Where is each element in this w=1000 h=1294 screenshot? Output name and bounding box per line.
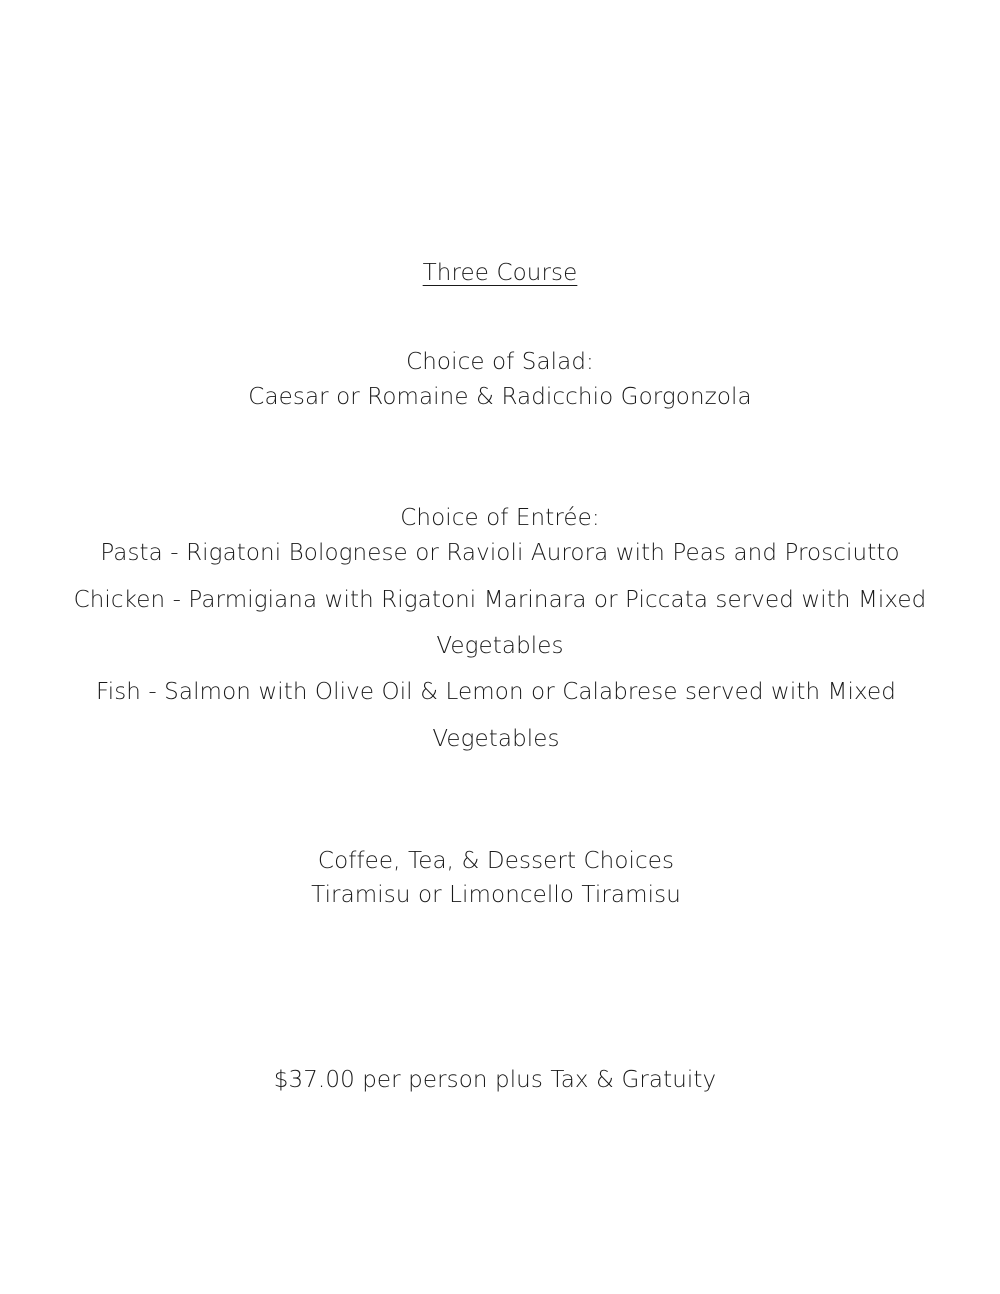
entree-chicken-line2: Vegetables [436,633,564,659]
entree-fish-line2: Vegetables [432,726,560,752]
dessert-options: Tiramisu or Limoncello Tiramisu [311,882,681,908]
dessert-heading: Coffee, Tea, & Dessert Choices [317,848,675,874]
entree-heading: Choice of Entrée: [400,505,600,531]
menu-title: Three Course [422,260,578,286]
entree-chicken-line1: Chicken - Parmigiana with Rigatoni Marinara or Piccata served with Mixed [73,587,927,613]
salad-options: Caesar or Romaine & Radicchio Gorgonzola [248,384,752,410]
entree-fish-line1: Fish - Salmon with Olive Oil & Lemon or Calabrese served with Mixed [96,679,896,705]
salad-heading: Choice of Salad: [406,349,594,375]
price-line: $37.00 per person plus Tax & Gratuity [273,1067,717,1093]
entree-pasta: Pasta - Rigatoni Bolognese or Ravioli Aurora with Peas and Prosciutto [100,540,900,566]
